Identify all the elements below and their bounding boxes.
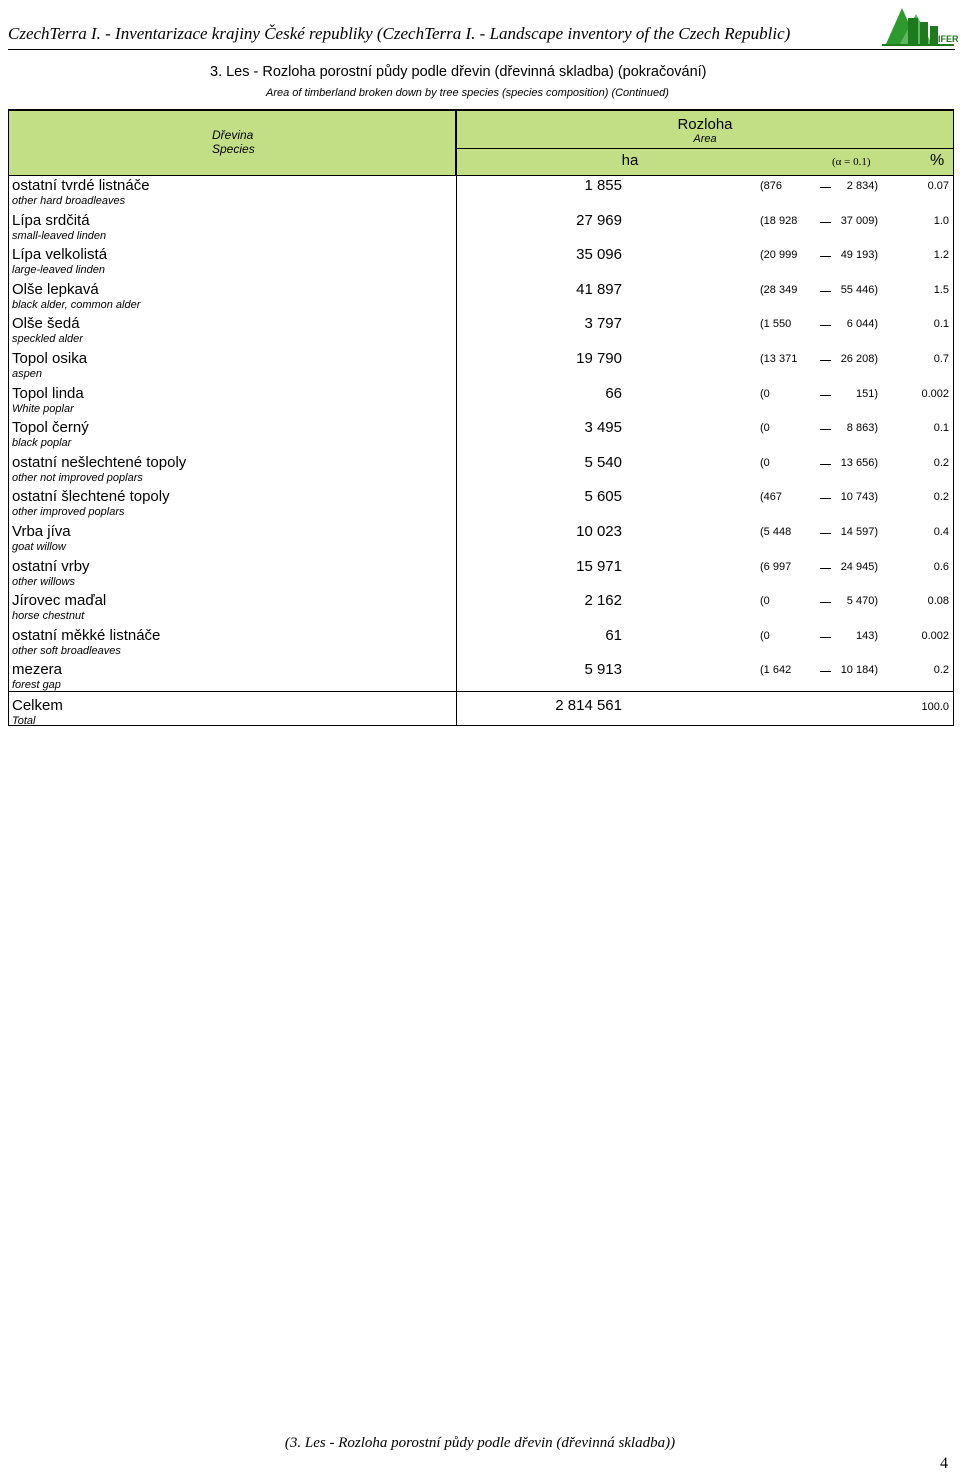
area-percent-value: 0.7 (933, 352, 949, 365)
ci-lower-value: (0 (760, 595, 770, 608)
ci-upper-value: 13 656) (840, 456, 878, 469)
ci-upper-value: 10 743) (840, 491, 878, 504)
ci-upper-value: 55 446) (840, 283, 878, 296)
ci-lower-value: (28 349 (760, 283, 798, 296)
ci-lower-value: (5 448 (760, 525, 792, 538)
ci-upper-value: 151) (855, 387, 878, 400)
ci-upper-value: 2 834) (846, 180, 878, 192)
total-percent-value: 100.0 (921, 700, 949, 713)
species-name-en: other improved poplars (12, 506, 125, 519)
table-row (0, 591, 960, 626)
table-row (0, 280, 960, 315)
species-name-en: other not improved poplars (12, 471, 143, 484)
percent-column-header: % (930, 152, 945, 169)
species-name-en: black alder, common alder (12, 298, 141, 311)
ci-lower-value: (18 928 (760, 214, 798, 227)
ci-lower-value: (1 550 (760, 318, 792, 331)
area-header-divider (456, 148, 954, 149)
species-name-cz: ostatní šlechtené topoly (12, 488, 170, 506)
area-ha-value: 35 096 (576, 246, 622, 264)
total-row (0, 695, 960, 730)
species-name-cz: ostatní vrby (12, 557, 90, 575)
species-name-en: aspen (12, 367, 42, 380)
species-name-cz: Lípa srdčitá (12, 211, 90, 229)
species-name-cz: ostatní tvrdé listnáče (12, 177, 150, 194)
area-ha-value: 41 897 (576, 280, 622, 298)
species-name-cz: Olše šedá (12, 315, 80, 333)
area-percent-value: 1.2 (933, 249, 949, 262)
svg-text:IFER: IFER (938, 34, 959, 44)
table-row (0, 626, 960, 661)
species-name-cz: Olše lepkavá (12, 280, 99, 298)
species-name-cz: Jírovec maďal (12, 592, 107, 610)
ci-lower-value: (1 642 (760, 664, 792, 677)
ci-upper-value: 14 597) (840, 525, 878, 538)
species-name-en: goat willow (12, 540, 66, 553)
table-row (0, 314, 960, 349)
area-header-en: Area (693, 133, 717, 145)
species-name-cz: Topol linda (12, 384, 84, 402)
species-name-en: forest gap (12, 679, 61, 692)
ci-lower-value: (0 (760, 387, 770, 400)
ha-column-header: ha (621, 152, 639, 169)
total-label-cz: Celkem (12, 696, 63, 714)
area-ha-value: 5 540 (584, 453, 622, 471)
species-header-en: Species (212, 142, 255, 156)
table-row (0, 453, 960, 488)
ci-lower-value: (876 (760, 180, 783, 192)
area-ha-value: 61 (605, 626, 622, 644)
species-name-cz: Lípa velkolistá (12, 246, 108, 264)
species-name-en: speckled alder (12, 333, 83, 346)
species-name-en: other hard broadleaves (12, 195, 126, 207)
area-ha-value: 66 (605, 384, 622, 402)
species-name-en: White poplar (12, 402, 74, 415)
area-percent-value: 0.002 (921, 629, 949, 642)
species-name-cz: ostatní nešlechtené topoly (12, 453, 187, 471)
area-ha-value: 15 971 (576, 557, 622, 575)
ci-upper-value: 10 184) (840, 664, 878, 677)
species-name-en: large-leaved linden (12, 264, 105, 277)
document-header-title: CzechTerra I. - Inventarizace krajiny České republiky (CzechTerra I. - Landscape inventory of the Czech Republic) (8, 24, 791, 43)
area-ha-value: 10 023 (576, 522, 622, 540)
ci-upper-value: 8 863) (846, 422, 878, 435)
area-ha-value: 19 790 (576, 349, 622, 367)
species-name-cz: Topol osika (12, 349, 88, 367)
area-percent-value: 0.08 (927, 595, 949, 608)
table-title: 3. Les - Rozloha porostní půdy podle dřevin (dřevinná skladba) (pokračování) (210, 64, 707, 80)
species-name-en: other soft broadleaves (12, 644, 121, 657)
area-percent-value: 0.1 (933, 422, 949, 435)
table-subtitle: Area of timberland broken down by tree species (species composition) (Continued) (266, 87, 669, 99)
ci-lower-value: (467 (760, 491, 783, 504)
area-percent-value: 0.2 (933, 664, 949, 677)
ci-upper-value: 143) (855, 629, 878, 642)
species-column-header (212, 128, 255, 156)
area-percent-value: 0.6 (933, 560, 949, 573)
species-name-en: black poplar (12, 437, 72, 450)
area-ha-value: 3 495 (584, 419, 622, 437)
table-row (0, 211, 960, 246)
table-rows (0, 176, 960, 730)
total-label-en: Total (12, 714, 36, 727)
area-percent-value: 0.1 (933, 318, 949, 331)
species-name-en: horse chestnut (12, 610, 85, 623)
table-row (0, 418, 960, 453)
confidence-interval-header: (α = 0.1) (832, 156, 871, 168)
species-name-cz: ostatní měkké listnáče (12, 626, 161, 644)
page-footer: (3. Les - Rozloha porostní půdy podle dřevin (dřevinná skladba)) (284, 1435, 676, 1451)
table-row (0, 349, 960, 384)
table-row (0, 522, 960, 557)
ci-lower-value: (20 999 (760, 249, 798, 262)
total-ha-value: 2 814 561 (555, 696, 622, 714)
area-percent-value: 0.002 (921, 387, 949, 400)
species-name-en: other willows (12, 575, 75, 588)
area-header-cz: Rozloha (677, 116, 733, 133)
table-row (0, 245, 960, 280)
species-name-cz: mezera (12, 661, 63, 679)
area-percent-value: 0.07 (927, 180, 949, 192)
species-name-cz: Topol černý (12, 419, 89, 437)
header-rule (8, 49, 955, 50)
table-row (0, 487, 960, 522)
ci-lower-value: (0 (760, 629, 770, 642)
area-ha-value: 3 797 (584, 315, 622, 333)
table-row (0, 176, 960, 211)
area-ha-value: 2 162 (584, 592, 622, 610)
ci-lower-value: (13 371 (760, 352, 798, 365)
area-percent-value: 0.4 (933, 525, 949, 538)
ci-lower-value: (0 (760, 456, 770, 469)
table-row (0, 384, 960, 419)
table-row (0, 557, 960, 592)
area-ha-value: 5 605 (584, 488, 622, 506)
area-ha-value: 27 969 (576, 211, 622, 229)
species-name-cz: Vrba jíva (12, 522, 71, 540)
ci-upper-value: 26 208) (840, 352, 878, 365)
area-percent-value: 1.0 (933, 214, 949, 227)
table-row (0, 660, 960, 695)
area-ha-value: 5 913 (584, 661, 622, 679)
species-name-en: small-leaved linden (12, 229, 107, 242)
area-percent-value: 0.2 (933, 491, 949, 504)
ci-upper-value: 37 009) (840, 214, 878, 227)
area-ha-value: 1 855 (584, 177, 622, 194)
area-percent-value: 0.2 (933, 456, 949, 469)
page-number: 4 (940, 1455, 948, 1472)
ci-upper-value: 6 044) (846, 318, 878, 331)
ci-upper-value: 24 945) (840, 560, 878, 573)
ifer-logo (880, 4, 959, 48)
ci-upper-value: 49 193) (840, 249, 878, 262)
species-header-cz: Dřevina (212, 128, 254, 142)
area-percent-value: 1.5 (933, 283, 949, 296)
ci-lower-value: (0 (760, 422, 770, 435)
ci-lower-value: (6 997 (760, 560, 792, 573)
ci-upper-value: 5 470) (846, 595, 878, 608)
